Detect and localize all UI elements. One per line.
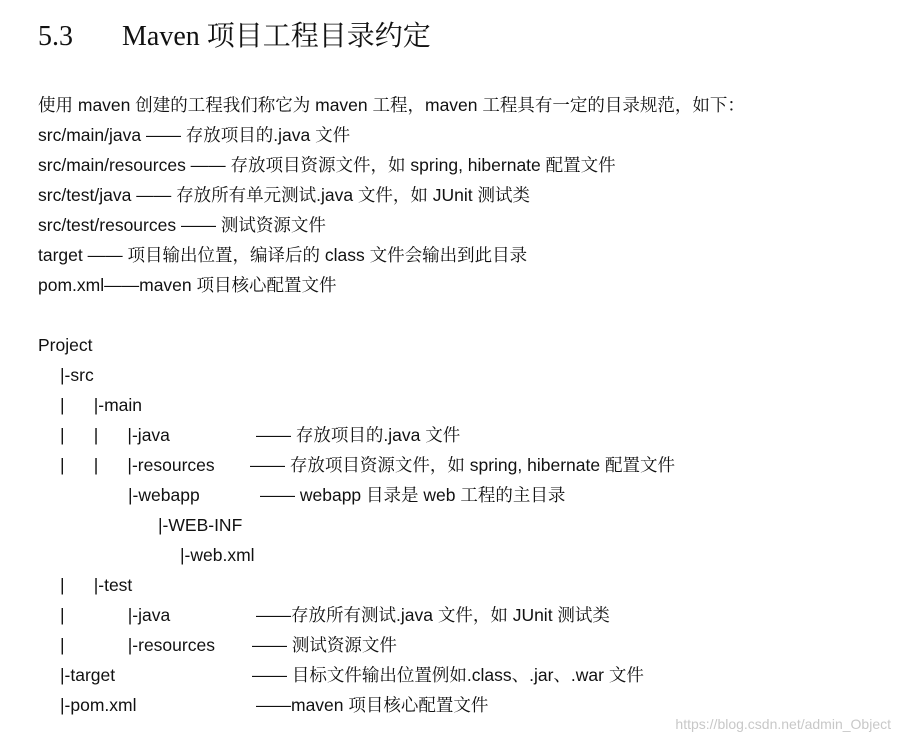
tree-row	[60, 364, 94, 386]
tree-path: |-webapp	[128, 485, 200, 505]
intro-line: src/test/java —— 存放所有单元测试.java 文件，如 JUnit 测试类	[38, 185, 531, 205]
intro-line: src/main/resources —— 存放项目资源文件，如 spring, hibernate 配置文件	[38, 155, 616, 175]
intro-line: src/test/resources —— 测试资源文件	[38, 215, 326, 235]
tree-path: | | |-java	[60, 425, 170, 445]
intro-line: pom.xml——maven 项目核心配置文件	[38, 275, 337, 295]
tree-path: |-target	[60, 665, 116, 685]
tree-row	[128, 484, 828, 506]
intro-line: target —— 项目输出位置，编译后的 class 文件会输出到此目录	[38, 245, 528, 265]
tree-desc: —— 存放项目资源文件，如 spring, hibernate 配置文件	[250, 455, 675, 475]
intro-line: 使用 maven 创建的工程我们称它为 maven 工程，maven 工程具有一定的目录规范，如下：	[38, 95, 745, 115]
tree-row	[60, 454, 860, 476]
tree-path: | |-java	[60, 605, 171, 625]
tree-row	[158, 514, 242, 536]
tree-row	[180, 544, 255, 566]
tree-row	[60, 634, 860, 656]
tree-path: | | |-resources	[60, 455, 215, 475]
tree-path: Project	[38, 335, 93, 355]
tree-desc: —— 目标文件输出位置例如.class、.jar、.war 文件	[252, 665, 644, 685]
tree-row	[38, 334, 92, 356]
intro-line: src/main/java —— 存放项目的.java 文件	[38, 125, 351, 145]
tree-desc: —— webapp 目录是 web 工程的主目录	[260, 485, 566, 505]
tree-desc: —— 存放项目的.java 文件	[256, 425, 461, 445]
tree-row	[60, 664, 860, 686]
section-title: Maven 项目工程目录约定	[122, 21, 431, 52]
tree-row	[60, 694, 860, 716]
tree-desc: —— 测试资源文件	[252, 635, 397, 655]
watermark: https://blog.csdn.net/admin_Object	[675, 716, 891, 732]
tree-desc: ——存放所有测试.java 文件，如 JUnit 测试类	[256, 605, 610, 625]
tree-path: | |-test	[60, 575, 133, 595]
tree-path: |-web.xml	[180, 545, 255, 565]
section-heading	[38, 14, 431, 54]
tree-row	[60, 574, 260, 596]
tree-path: | |-main	[60, 395, 143, 415]
tree-desc: ——maven 项目核心配置文件	[256, 695, 489, 715]
tree-path: |-src	[60, 365, 94, 385]
tree-path: |-pom.xml	[60, 695, 137, 715]
tree-path: | |-resources	[60, 635, 215, 655]
tree-row	[60, 604, 860, 626]
section-number: 5.3	[38, 21, 73, 52]
tree-path: |-WEB-INF	[158, 515, 243, 535]
tree-row	[60, 394, 260, 416]
tree-row	[60, 424, 860, 446]
